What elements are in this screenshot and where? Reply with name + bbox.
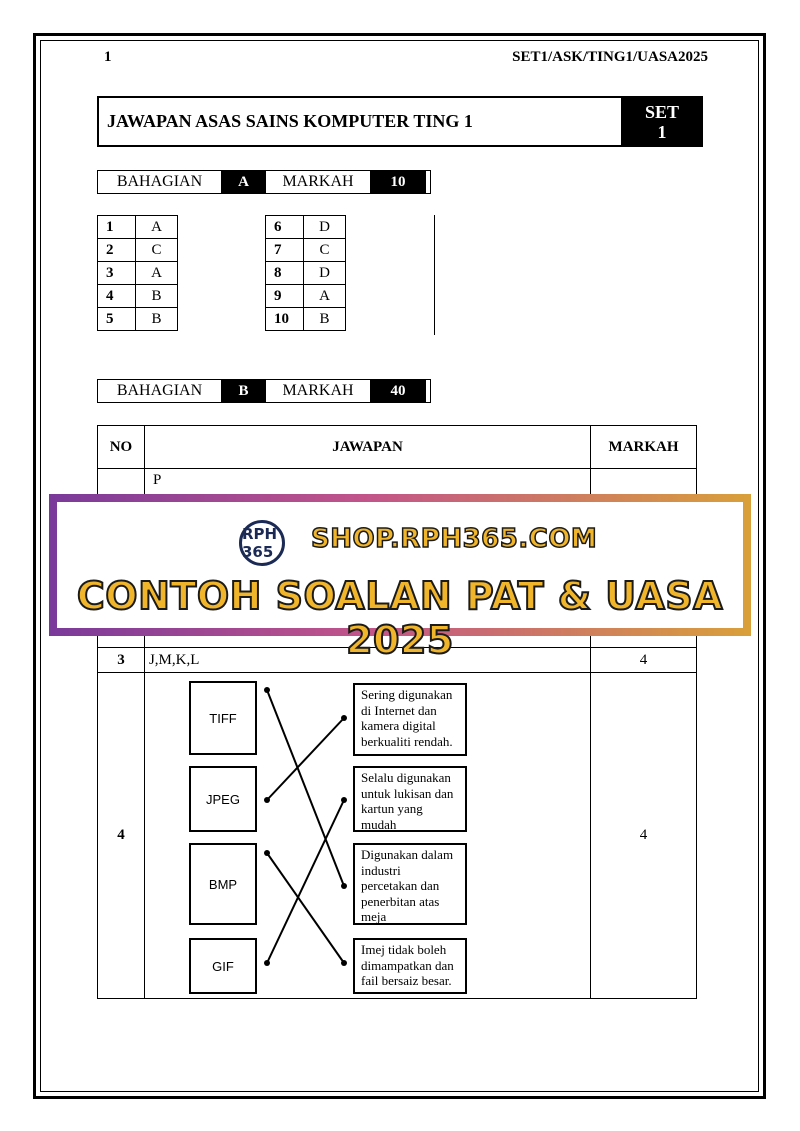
table-row: 2 C [98, 239, 178, 262]
format-box-gif: GIF [189, 938, 257, 994]
table-row: 7 C [266, 239, 346, 262]
answer-cell: J,M,K,L [144, 648, 590, 673]
shop-url: SHOP.RPH365.COM [311, 524, 598, 554]
match-dot [264, 960, 270, 966]
rph365-logo: RPH 365 [239, 520, 285, 566]
section-marks: 40 [370, 380, 426, 402]
column-header-no: NO [98, 426, 145, 469]
page-number: 1 [104, 49, 112, 65]
table-row: 8 D [266, 262, 346, 285]
section-marks: 10 [370, 171, 426, 193]
section-label: BAHAGIAN [116, 382, 203, 399]
table-row: 5 B [98, 308, 178, 331]
column-header-markah: MARKAH [591, 426, 697, 469]
table-row: 4 B [98, 285, 178, 308]
description-box-1: Sering digunakan di Internet dan kamera digital berkualiti rendah. [353, 683, 467, 756]
column-header-jawapan: JAWAPAN [144, 426, 590, 469]
answer-cell: P [144, 469, 590, 648]
section-label: BAHAGIAN [116, 173, 203, 190]
marks-cell: 4 [591, 648, 697, 673]
match-dot [264, 797, 270, 803]
banner-headline: CONTOH SOALAN PAT & UASA 2025 [76, 574, 724, 662]
format-box-tiff: TIFF [189, 681, 257, 755]
table-row: 10 B [266, 308, 346, 331]
section-part: A [221, 171, 266, 193]
match-dot [341, 960, 347, 966]
table-row: 6 D [266, 216, 346, 239]
match-dot [264, 850, 270, 856]
description-box-4: Imej tidak boleh dimampatkan dan fail bersaiz besar. [353, 938, 467, 994]
format-box-jpeg: JPEG [189, 766, 257, 832]
match-line-bmp [267, 853, 344, 963]
table-row: 1 A [98, 216, 178, 239]
description-box-3: Digunakan dalam industri percetakan dan penerbitan atas meja [353, 843, 467, 925]
match-dot [341, 883, 347, 889]
title-text: JAWAPAN ASAS SAINS KOMPUTER TING 1 [107, 111, 473, 131]
question-number: 3 [98, 648, 145, 673]
format-box-bmp: BMP [189, 843, 257, 925]
match-dot [341, 797, 347, 803]
marks-label: MARKAH [282, 382, 354, 399]
document-code: SET1/ASK/TING1/UASA2025 [512, 49, 708, 65]
match-line-gif [267, 800, 344, 963]
marks-label: MARKAH [282, 173, 354, 190]
match-dot [341, 715, 347, 721]
description-box-2: Selalu digunakan untuk lukisan dan kartun yang mudah [353, 766, 467, 832]
marks-cell: 4 [591, 673, 697, 999]
section-part: B [221, 380, 266, 402]
table-row: 3 A [98, 262, 178, 285]
set-label: SET [644, 101, 680, 122]
table-row: 9 A [266, 285, 346, 308]
question-number: 4 [98, 673, 145, 999]
set-number: 1 [657, 121, 667, 142]
match-dot [264, 687, 270, 693]
